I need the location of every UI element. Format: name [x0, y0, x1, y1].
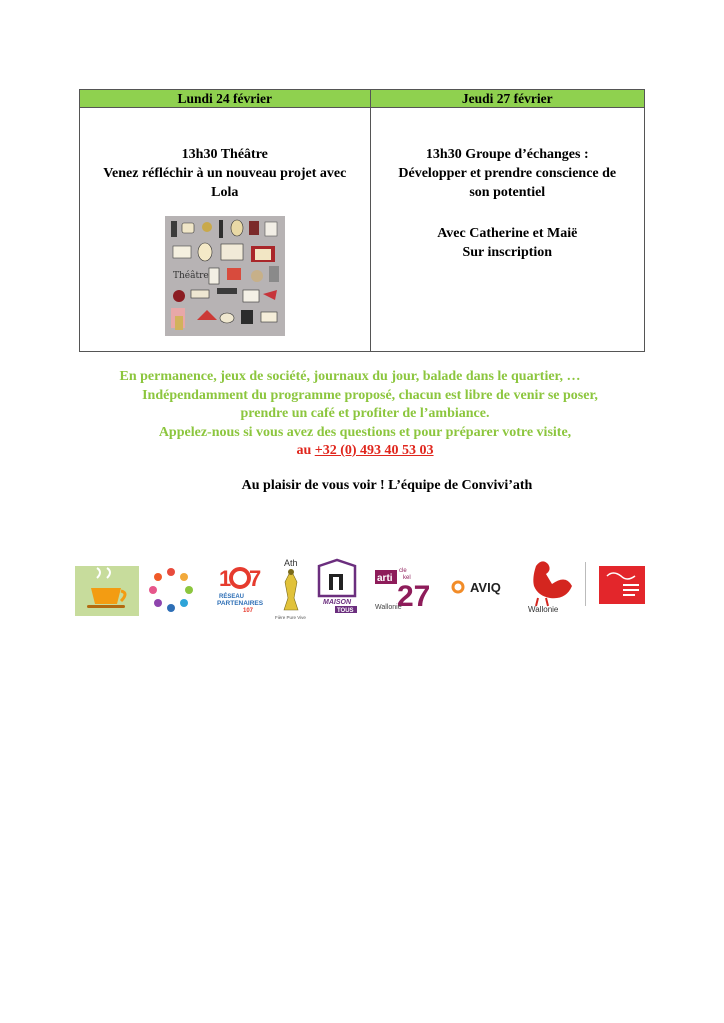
phone-line — [80, 442, 650, 461]
maison-text: MAISON — [323, 599, 351, 606]
ath-text: Ath — [284, 558, 298, 568]
partenaires-text: PARTENAIRES — [217, 600, 264, 607]
info-line: Appelez-nous si vous avez des questions et pour préparer votre visite, — [158, 424, 572, 440]
info-line: prendre un café et profiter de l’ambiance. — [240, 406, 490, 421]
activity-description: son potentiel — [469, 185, 546, 200]
phone-link[interactable]: +32 (0) 493 40 53 03 — [314, 443, 434, 458]
hearts-circle-logo — [147, 566, 195, 614]
reseau-number: 107 — [243, 608, 254, 614]
reseau-partenaires-logo — [215, 564, 265, 616]
activity-exchange-group — [371, 145, 644, 262]
activity-cell-thursday — [370, 108, 644, 352]
article-text-3: kel — [403, 575, 411, 581]
activity-time-title: 13h30 Groupe d’échanges : — [425, 147, 589, 162]
aviq-text: AVIQ — [470, 580, 501, 595]
reseau-text: RÉSEAU — [219, 594, 245, 600]
schedule-content-row — [80, 108, 645, 352]
activity-description: Lola — [211, 185, 239, 200]
phone-prefix: au — [296, 443, 315, 458]
aviq-logo — [450, 576, 508, 598]
article-region: Wallonie — [375, 604, 402, 611]
activity-description: Venez réfléchir à un nouveau projet avec — [103, 166, 347, 181]
activity-theatre — [80, 145, 370, 202]
schedule-header-row — [80, 90, 645, 108]
article-number: 27 — [397, 580, 431, 613]
ath-subtitle: Fière Pure Vive — [275, 615, 306, 620]
activity-time-title: 13h30 Théâtre — [181, 147, 268, 162]
article-text: arti — [377, 573, 393, 584]
ath-logo — [272, 556, 310, 622]
day-header-monday: Lundi 24 février — [80, 90, 371, 108]
coffee-cup-logo — [75, 566, 139, 616]
logo-divider — [585, 562, 586, 606]
general-info — [80, 368, 650, 461]
svg-text:7: 7 — [249, 566, 262, 591]
closing-message: Au plaisir de vous voir ! L’équipe de Convivi’ath — [241, 478, 533, 493]
red-square-logo — [599, 566, 645, 604]
tous-text: TOUS — [337, 608, 354, 614]
info-line: Indépendamment du programme proposé, chacun est libre de venir se poser, — [142, 387, 598, 403]
day-header-thursday: Jeudi 27 février — [370, 90, 644, 108]
maison-tous-logo — [315, 558, 359, 614]
schedule-table — [79, 89, 645, 352]
partner-logos — [0, 556, 724, 618]
theatre-illustration — [165, 216, 285, 336]
theatre-label: Théâtre — [172, 271, 209, 281]
article-27-logo — [373, 564, 433, 614]
activity-description: Développer et prendre conscience de — [398, 166, 617, 181]
info-line: En permanence, jeux de société, journaux du jour, balade dans le quartier, … — [119, 369, 581, 384]
wallonie-text: Wallonie — [528, 605, 559, 614]
activity-cell-monday — [80, 108, 371, 352]
article-text-2: cle — [399, 568, 407, 574]
wallonie-rooster-logo — [524, 558, 574, 614]
activity-hosts: Avec Catherine et Maië — [437, 226, 578, 241]
svg-text:1: 1 — [219, 566, 232, 591]
activity-registration: Sur inscription — [462, 245, 553, 260]
